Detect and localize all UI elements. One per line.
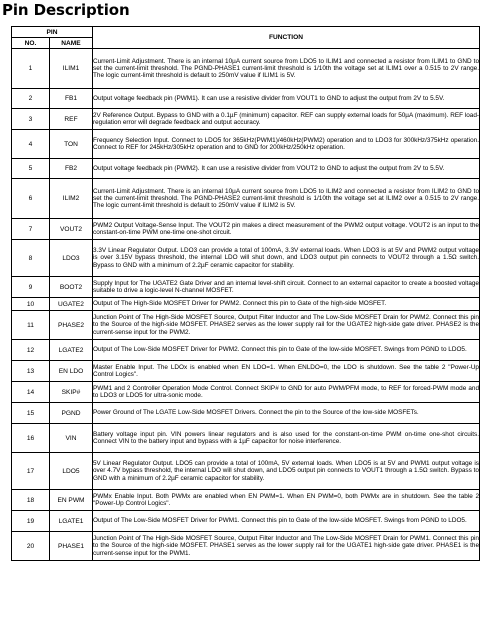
pin-name: LGATE1 xyxy=(50,511,93,532)
table-row xyxy=(12,424,480,453)
pin-number: 17 xyxy=(12,453,50,490)
pin-name: LGATE2 xyxy=(50,340,93,361)
pin-name: TON xyxy=(50,130,93,159)
pin-name: ILIM1 xyxy=(50,49,93,89)
pin-name: EN LDO xyxy=(50,361,93,382)
pin-number: 2 xyxy=(12,89,50,109)
table-row xyxy=(12,511,480,532)
pin-name: LDO3 xyxy=(50,240,93,277)
table-row xyxy=(12,403,480,424)
pin-number: 5 xyxy=(12,159,50,179)
pin-number: 9 xyxy=(12,277,50,298)
pin-function: Output voltage feedback pin (PWM2). It can use a resistive divider from VOUT2 to GND to adjust the output from 2V to 5.5V. xyxy=(93,159,480,179)
pin-function: PWMx Enable Input. Both PWMx are enabled when EN PWM=1. When EN PWM=0, both PWMx are in shutdown. See the table 2 "Power-Up Control Logics". xyxy=(93,490,480,511)
pin-name: BOOT2 xyxy=(50,277,93,298)
pin-function: Battery voltage input pin. VIN powers linear regulators and is also used for the constant-on-time PWM on-time one-shot circuits. Connect VIN to the battery input and bypass with a 1µF capacitor for noise interference. xyxy=(93,424,480,453)
pin-number: 6 xyxy=(12,179,50,219)
pin-number: 11 xyxy=(12,311,50,340)
header-no: NO. xyxy=(12,38,50,49)
pin-function: Output of The Low-Side MOSFET Driver for PWM2. Connect this pin to Gate of the low-side MOSFET. Swings from PGND to LDO5. xyxy=(93,340,480,361)
pin-name: SKIP# xyxy=(50,382,93,403)
pin-number: 3 xyxy=(12,109,50,130)
pin-function: PWM1 and 2 Controller Operation Mode Control. Connect SKIP# to GND for auto PWM/PFM mode, to REF for forced-PWM mode and to LDO3 or LDO5 for ultra-sonic mode. xyxy=(93,382,480,403)
pin-name: LDO5 xyxy=(50,453,93,490)
header-function: FUNCTION xyxy=(93,27,480,49)
pin-description-table xyxy=(11,26,480,561)
pin-function: PWM2 Output Voltage-Sense Input. The VOUT2 pin makes a direct measurement of the PWM2 output voltage. VOUT2 is an input to the constant-on-time PWM one-time one-shot circuit. xyxy=(93,219,480,240)
pin-function: Output of The Low-Side MOSFET Driver for PWM1. Connect this pin to Gate of the low-side MOSFET. Swings from PGND to LDO5. xyxy=(93,511,480,532)
pin-name: VIN xyxy=(50,424,93,453)
table-row xyxy=(12,298,480,311)
pin-number: 10 xyxy=(12,298,50,311)
pin-number: 4 xyxy=(12,130,50,159)
pin-name: UGATE2 xyxy=(50,298,93,311)
pin-number: 16 xyxy=(12,424,50,453)
pin-function: Junction Point of The High-Side MOSFET Source, Output Filter Inductor and The Low-Side MOSFET Drain for PWM1. Connect this pin to the Source of the high-side MOSFET. PHASE1 serves as the lower supply rail for the UGATE1 high-side gate driver. PHASE1 is the current-sense input for the PWM1. xyxy=(93,532,480,561)
pin-function: Master Enable Input. The LDOx is enabled when EN LDO=1. When ENLDO=0, the LDO is shutdown. See the table 2 "Power-Up Control Logics". xyxy=(93,361,480,382)
pin-number: 7 xyxy=(12,219,50,240)
pin-number: 12 xyxy=(12,340,50,361)
table-row xyxy=(12,382,480,403)
pin-function: Output voltage feedback pin (PWM1). It can use a resistive divider from VOUT1 to GND to adjust the output from 2V to 5.5V. xyxy=(93,89,480,109)
header-name: NAME xyxy=(50,38,93,49)
table-row xyxy=(12,532,480,561)
table-row xyxy=(12,219,480,240)
pin-name: FB1 xyxy=(50,89,93,109)
table-row xyxy=(12,159,480,179)
header-pin: PIN xyxy=(12,27,93,38)
table-body xyxy=(12,49,480,561)
table-row xyxy=(12,240,480,277)
pin-name: ILIM2 xyxy=(50,179,93,219)
page-title: Pin Description xyxy=(2,1,130,19)
pin-name: PHASE1 xyxy=(50,532,93,561)
pin-number: 13 xyxy=(12,361,50,382)
pin-number: 8 xyxy=(12,240,50,277)
table-row xyxy=(12,49,480,89)
pin-function: Frequency Selection Input. Connect to LDO5 for 365kHz(PWM1)/460kHz(PWM2) operation and to LDO3 for 300kHz/375kHz operation. Connect to REF for 245kHz/305kHz operation and to GND for 200kHz/250kHz operation. xyxy=(93,130,480,159)
pin-name: VOUT2 xyxy=(50,219,93,240)
pin-function: Supply Input for The UGATE2 Gate Driver and an internal level-shift circuit. Connect to an external capacitor to create a boosted voltage suitable to drive a logic-level N-channel MOSFET. xyxy=(93,277,480,298)
pin-number: 20 xyxy=(12,532,50,561)
pin-function: 5V Linear Regulator Output. LDO5 can provide a total of 100mA, 5V external loads. When LDO5 is at 5V and PWM1 output voltage is over 4.7V bypass threshold, the internal LDO will shut down, and LDO5 output pin connects to VOUT1 through a 1.5Ω switch. Bypass to GND with a minimum of 2.2µF ceramic capacitor for stability. xyxy=(93,453,480,490)
pin-name: REF xyxy=(50,109,93,130)
pin-number: 1 xyxy=(12,49,50,89)
table-row xyxy=(12,490,480,511)
pin-name: FB2 xyxy=(50,159,93,179)
pin-name: PGND xyxy=(50,403,93,424)
table-row xyxy=(12,109,480,130)
pin-function: 2V Reference Output. Bypass to GND with a 0.1µF (minimum) capacitor. REF can supply external loads for 50µA (maximum). REF load-regulation error will degrade feedback and output accuracy. xyxy=(93,109,480,130)
table-row xyxy=(12,130,480,159)
pin-function: Power Ground of The LGATE Low-Side MOSFET Drivers. Connect the pin to the Source of the low-side MOSFETs. xyxy=(93,403,480,424)
table-row xyxy=(12,311,480,340)
pin-function: 3.3V Linear Regulator Output. LDO3 can provide a total of 100mA, 3.3V external loads. When LDO3 is at 5V and PWM2 output voltage is over 3.15V bypass threshold, the internal LDO will shut down, and LDO3 output pin connects to VOUT2 through a 1.5Ω switch. Bypass to GND with a minimum of 2.2µF ceramic capacitor for stability. xyxy=(93,240,480,277)
pin-function: Output of The High-Side MOSFET Driver for PWM2. Connect this pin to Gate of the high-side MOSFET. xyxy=(93,298,480,311)
table-row xyxy=(12,89,480,109)
pin-number: 18 xyxy=(12,490,50,511)
pin-function: Junction Point of The High-Side MOSFET Source, Output Filter Inductor and The Low-Side MOSFET Drain for PWM2. Connect this pin to the Source of the high-side MOSFET. PHASE2 serves as the lower supply rail for the UGATE2 high-side gate driver. PHASE2 is the current-sense input for the PWM2. xyxy=(93,311,480,340)
table-row xyxy=(12,277,480,298)
pin-number: 15 xyxy=(12,403,50,424)
pin-function: Current-Limit Adjustment. There is an internal 10µA current source from LDO5 to ILIM1 and connected a resistor from ILIM1 to GND to set the current-limit threshold. The PGND-PHASE1 current-limit threshold is 1/10th the voltage set at ILIM1 over a 0.515 to 2V range. The logic current-limit threshold is default to 250mV value if ILIM1 is 5V. xyxy=(93,49,480,89)
pin-name: EN PWM xyxy=(50,490,93,511)
table-row xyxy=(12,340,480,361)
table-row xyxy=(12,361,480,382)
pin-name: PHASE2 xyxy=(50,311,93,340)
table-row xyxy=(12,179,480,219)
table-row xyxy=(12,453,480,490)
pin-number: 19 xyxy=(12,511,50,532)
pin-number: 14 xyxy=(12,382,50,403)
pin-function: Current-Limit Adjustment. There is an internal 10µA current source from LDO5 to ILIM2 and connected a resistor from ILIM2 to GND to set the current-limit threshold. The PGND-PHASE2 current-limit threshold is 1/10th the voltage set at ILIM2 over a 0.515 to 2V range. The logic current-limit threshold is default to 250mV value if ILIM2 is 5V. xyxy=(93,179,480,219)
